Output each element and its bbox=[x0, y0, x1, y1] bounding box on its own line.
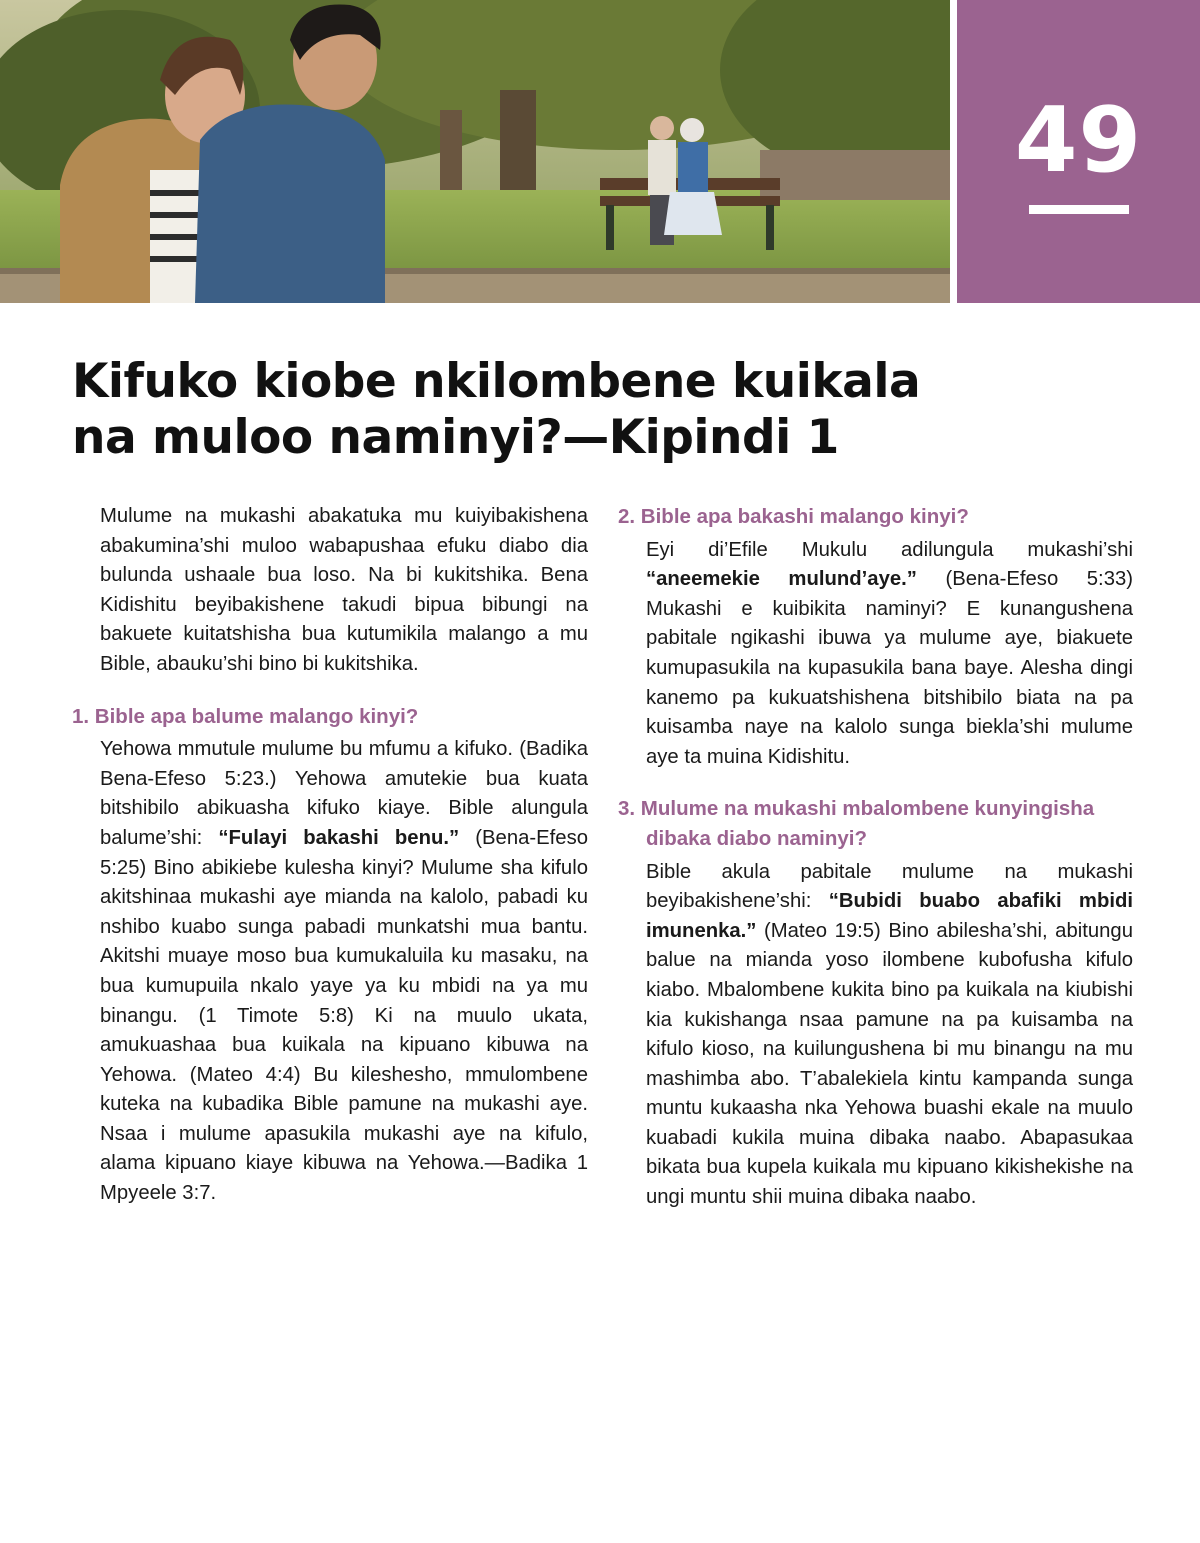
page-title-line-1: Kifuko kiobe nkilombene kuikala bbox=[72, 354, 921, 409]
right-column bbox=[618, 502, 1133, 1213]
park-couple-illustration bbox=[0, 0, 950, 303]
section-3-text-b: (Mateo 19:5) Bino abilesha’shi, abitungu balue na mianda yoso ilombene kubofusha kifulo kiabo. Mbalombene kukita bino pa kuikala na kiubishi kia kukishanga nsaa pamune na pa kuisamba na kifulo kioso, na kuilungushena bi mu binangu na mu mashimba abo. T’abalekiela kintu kampanda sunga muntu kukaasha nka Yehowa buashi ekale na muulo kuabadi kukila muina dibaka naabo. Abapasukaa bikata bua kupela kuikala mu kipuano kikishekishe na ungi muntu shii muina dibaka naabo. bbox=[646, 919, 1133, 1209]
section-3-paragraph bbox=[618, 858, 1133, 1213]
section-1-text-a: Yehowa mmutule mulume bu mfumu a kifuko. (Badika Bena-Efeso 5:23.) Yehowa amutekie bua kuata bitshibilo abikuasha kifuko kiaye. Bible alungula balume’shi: bbox=[100, 738, 588, 849]
section-3-heading: 3. Mulume na mukashi mbalombene kunyingisha dibaka diabo naminyi? bbox=[618, 797, 1095, 850]
section-2-text-b: (Bena-Efeso 5:33) Mukashi e kuibikita naminyi? E kunangushena pabitale ngikashi ibuwa ya mulume aye, biakuete kumupasukila na kupasukila bana baye. Alesha dingi kanemo pa kukuatshishena bitshibilo biata na pa kuisamba naye na kalolo sunga biekla’shi mulume aye ta muina Kidishitu. bbox=[646, 568, 1134, 768]
page-title-line-2: na muloo naminyi?—Kipindi 1 bbox=[72, 410, 839, 465]
page-title bbox=[72, 354, 1072, 466]
lesson-badge bbox=[957, 0, 1200, 303]
lesson-number: 49 bbox=[1014, 88, 1143, 193]
section-2-paragraph bbox=[618, 536, 1133, 773]
lesson-number-underline bbox=[1029, 205, 1129, 214]
section-1-bold-quote: “Fulayi bakashi benu.” bbox=[218, 826, 460, 849]
left-column bbox=[72, 502, 588, 1209]
section-2-text-a: Eyi di’Efile Mukulu adilungula mukashi’shi bbox=[646, 538, 1133, 561]
section-1-paragraph bbox=[72, 735, 588, 1209]
section-1-heading: 1. Bible apa balume malango kinyi? bbox=[72, 704, 419, 728]
intro-paragraph: Mulume na mukashi abakatuka mu kuiyibakishena abakumina’shi muloo wabapushaa efuku diabo dia bulunda ushaale bua loso. Na bi kukitshika. Bena Kidishitu beyibakishene takudi bipua bibungi na bakuete kuitatshisha bua kutumikila malango a mu Bible, abauku’shi bino bi kukitshika. bbox=[100, 505, 588, 675]
section-2-heading: 2. Bible apa bakashi malango kinyi? bbox=[618, 505, 969, 528]
section-1-text-b: (Bena-Efeso 5:25) Bino abikiebe kulesha kinyi? Mulume sha kifulo akitshinaa mukashi aye mianda na kalolo, pabadi ku nshibo kuabo sunga pabadi munkatshi mua bantu. Akitshi muaye moso bua kumukaluila ku masaku, na bua kumupuila nkalo yaye ya ku mbidi na ya mu binangu. (1 Timote 5:8) Ki na muulo ukata, amukuashaa bua kuikala na kipuano kibuwa na Yehowa. (Mateo 4:4) Bu kileshesho, mmulombene kuteka na kubadika Bible pamune na mukashi aye. Nsaa i mulume apasukila mukashi aye na kifulo, alama kipuano kiaye kibuwa na Yehowa.—Badika 1 Mpyeele 3:7. bbox=[100, 826, 588, 1205]
section-2-bold-quote: “aneemekie mulund’aye.” bbox=[646, 568, 917, 591]
section-3-text-a: Bible akula pabitale mulume na mukashi beyibakishene’shi: bbox=[646, 860, 1133, 913]
hero-photo bbox=[0, 0, 950, 303]
section-3-bold-quote: “Bubidi buabo abafiki mbidi imunenka.” bbox=[646, 890, 1133, 942]
